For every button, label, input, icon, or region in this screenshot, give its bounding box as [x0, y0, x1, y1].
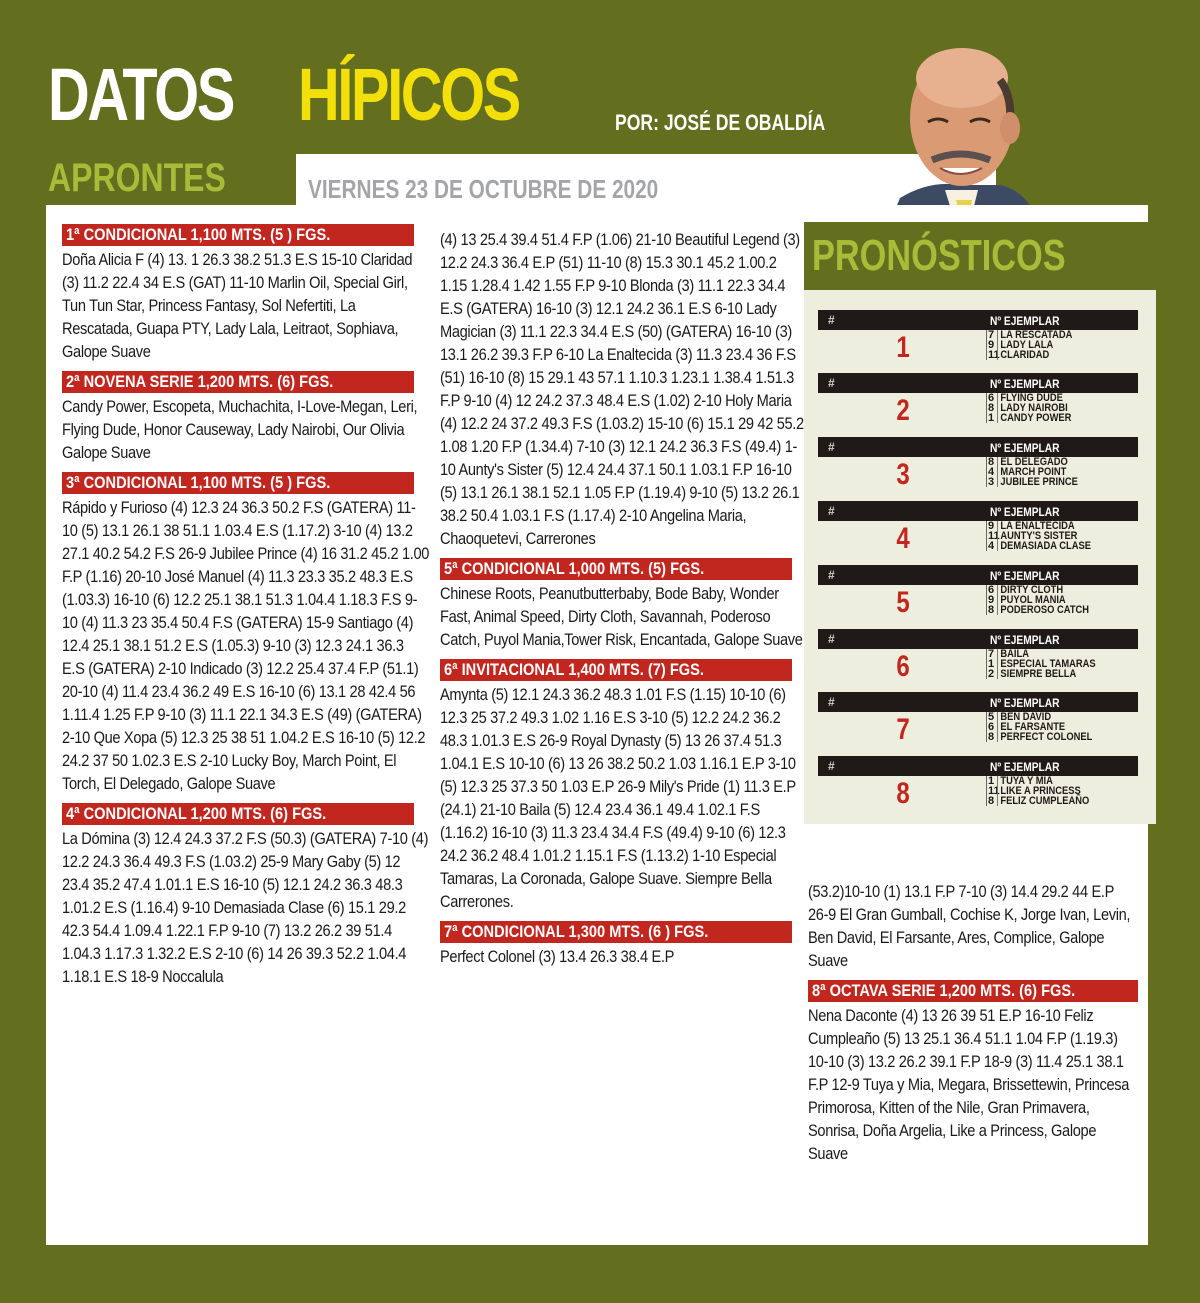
- pick-row: 3 JUBILEE PRINCE: [988, 476, 1078, 488]
- pick-row: 1 ESPECIAL TAMARAS: [988, 658, 1096, 670]
- hash-label: #: [828, 313, 835, 327]
- race-header-3: 3ª CONDICIONAL 1,100 MTS. (5 ) FGS.: [62, 472, 414, 494]
- pronostico-race-5: # Nº EJEMPLAR 5 6 DIRTY CLOTH 9 PUYOL MANIA 8 PODEROSO CATCH: [818, 565, 1138, 623]
- race-body-4: La Dómina (3) 12.4 24.3 37.2 F.S (50.3) (GATERA) 7-10 (4) 12.2 24.3 36.4 49.3 F.S (1.03.2) 25-9 Mary Gaby (5) 12 23.4 35.2 47.4 1.01.1 E.S 16-10 (5) 12.1 24.2 36.3 48.3 1.01.2 E.S (1.16.4) 9-10 Demasiada Clase (6) 15.1 29.2 42.3 54.4 1.09.4 1.22.1 F.P 9-10 (7) 13.2 26.2 39 51.4 1.04.3 1.17.3 1.32.2 E.S 2-10 (6) 14 26 39.3 52.2 1.04.4 1.18.1 E.S 18-9 Noccalula: [62, 829, 429, 986]
- race-header-4: 4ª CONDICIONAL 1,200 MTS. (6) FGS.: [62, 803, 414, 825]
- section-label-aprontes: APRONTES: [48, 156, 226, 200]
- race-header-6: 6ª INVITACIONAL 1,400 MTS. (7) FGS.: [440, 659, 792, 681]
- pick-row: 5 BEN DAVID: [988, 711, 1052, 723]
- pronostico-race-3: # Nº EJEMPLAR 3 8 EL DELEGADO 4 MARCH POINT 3 JUBILEE PRINCE: [818, 437, 1138, 495]
- pick-row: 7 BAILA: [988, 648, 1029, 660]
- column-3: [808, 880, 1138, 1173]
- masthead: [48, 53, 608, 136]
- author-portrait-icon: [890, 40, 1040, 222]
- race-body-6: Amynta (5) 12.1 24.3 36.2 48.3 1.01 F.S (1.15) 10-10 (6) 12.3 25 37.2 49.3 1.02 1.16 E.S 3-10 (5) 12.2 24.2 36.2 48.3 1.01.3 E.S 26-9 Royal Dynasty (5) 13 26 37.4 51.3 1.04.1 E.S 10-10 (6) 13 26 38.2 50.2 1.03 1.16.1 E.P 3-10 (5) 12.3 25 37.3 50 1.03 E.P 26-9 Mily's Pride (1) 11.3 E.P (24.1) 21-10 Baila (5) 12.4 23.4 36.1 49.4 1.02.1 F.S (1.16.2) 16-10 (3) 11.3 23.4 34.4 F.S (49.4) 9-10 (6) 12.3 24.2 36.2 48.4 1.01.2 1.15.1 F.S (1.13.2) 1-10 Especial Tamaras, La Coronada, Galope Suave. Siempre Bella Carrerones.: [440, 685, 796, 911]
- byline: POR: JOSÉ DE OBALDÍA: [615, 110, 826, 135]
- pick-row: 6 EL FARSANTE: [988, 721, 1066, 733]
- date-label: VIERNES 23 DE OCTUBRE DE 2020: [308, 174, 659, 204]
- race-body-7-continued: (53.2)10-10 (1) 13.1 F.P 7-10 (3) 14.4 29.2 44 E.P 26-9 El Gran Gumball, Cochise K, Jorge Ivan, Levin, Ben David, El Farsante, Ares, Complice, Galope Suave: [808, 882, 1131, 970]
- title-datos: DATOS: [48, 53, 233, 136]
- race-number: 6: [896, 650, 910, 683]
- pick-row: 4 DEMASIADA CLASE: [988, 540, 1091, 552]
- pick-row: 9 LADY LALA: [988, 339, 1054, 351]
- pick-row: 11 CLARIDAD: [988, 349, 1050, 361]
- race-number: 1: [896, 331, 910, 364]
- pick-row: 1 TUYA Y MIA: [988, 775, 1053, 787]
- pick-row: 6 DIRTY CLOTH: [988, 584, 1064, 596]
- pick-row: 8 EL DELEGADO: [988, 456, 1068, 468]
- pick-row: 2 SIEMPRE BELLA: [988, 668, 1077, 680]
- pronostico-race-7: # Nº EJEMPLAR 7 5 BEN DAVID 6 EL FARSANTE 8 PERFECT COLONEL: [818, 692, 1138, 750]
- race-header-7: 7ª CONDICIONAL 1,300 MTS. (6 ) FGS.: [440, 921, 792, 943]
- pronostico-race-4: # Nº EJEMPLAR 4 9 LA ENALTECIDA 11 AUNTY'S SISTER 4 DEMASIADA CLASE: [818, 501, 1138, 559]
- race-body-8: Nena Daconte (4) 13 26 39 51 E.P 16-10 Feliz Cumpleaño (5) 13 25.1 36.4 51.1 1.04 F.P (1.19.3) 10-10 (3) 13.2 26.2 39.1 F.P 18-9 (3) 11.4 25.1 38.1 F.P 12-9 Tuya y Mia, Megara, Brissettewin, Princesa Primorosa, Kitten of the Nile, Gran Primavera, Sonrisa, Doña Argelia, Like a Princess, Galope Suave: [808, 1006, 1130, 1163]
- author-photo: [890, 40, 1040, 222]
- race-header-8: 8ª OCTAVA SERIE 1,200 MTS. (6) FGS.: [808, 980, 1138, 1002]
- pick-row: 4 MARCH POINT: [988, 466, 1067, 478]
- column-1: [62, 224, 430, 996]
- race-header-5: 5ª CONDICIONAL 1,000 MTS. (5) FGS.: [440, 558, 792, 580]
- pick-row: 7 LA RESCATADA: [988, 329, 1073, 341]
- ejemplar-label: Nº EJEMPLAR: [990, 314, 1060, 328]
- race-body-1: Doña Alicia F (4) 13. 1 26.3 38.2 51.3 E.S 15-10 Claridad (3) 11.2 22.4 34 E.S (GAT) 11-10 Marlin Oil, Special Girl, Tun Tun Star, Princess Fantasy, Sol Nefertiti, La Rescatada, Guapa PTY, Lady Lala, Leitraot, Sophiava, Galope Suave: [62, 250, 413, 361]
- title-hipicos: HÍPICOS: [298, 53, 519, 136]
- race-number: 7: [896, 713, 910, 746]
- race-number: 2: [896, 394, 910, 427]
- pick-row: 11 AUNTY'S SISTER: [988, 530, 1078, 542]
- race-header-1: 1ª CONDICIONAL 1,100 MTS. (5 ) FGS.: [62, 224, 414, 246]
- pick-row: 6 FLYING DUDE: [988, 392, 1063, 404]
- race-number: 4: [896, 522, 910, 555]
- pronostico-race-2: # Nº EJEMPLAR 2 6 FLYING DUDE 8 LADY NAIROBI 1 CANDY POWER: [818, 373, 1138, 431]
- pronosticos-title: PRONÓSTICOS: [812, 231, 1066, 280]
- pronostico-race-8: # Nº EJEMPLAR 8 1 TUYA Y MIA 11 LIKE A PRINCESS 8 FELIZ CUMPLEAÑO: [818, 756, 1138, 814]
- race-body-3: Rápido y Furioso (4) 12.3 24 36.3 50.2 F.S (GATERA) 11-10 (5) 13.1 26.1 38 51.1 1.03.4 E.S (1.17.2) 3-10 (4) 13.2 27.1 40.2 54.2 F.S 26-9 Jubilee Prince (4) 16 31.2 45.2 1.00 F.P (1.16) 20-10 José Manuel (4) 11.3 23.3 35.2 48.3 E.S (1.03.3) 16-10 (6) 12.2 25.1 38.1 51.3 1.04.4 1.18.3 F.S 9-10 (4) 11.3 23 35.4 50.4 F.S (GATERA) 15-9 Santiago (4) 12.4 25.1 38.1 51.2 E.S (1.05.3) 9-10 (3) 12.3 24.1 36.3 E.S (GATERA) 2-10 Indicado (3) 12.2 25.4 37.4 F.P (51.1) 20-10 (4) 11.4 23.4 36.2 49 E.S 16-10 (6) 13.1 28 42.4 56 1.11.4 1.25 F.P 9-10 (3) 11.1 22.1 34.3 E.S (49) (GATERA) 2-10 Que Xopa (5) 12.3 25 38 51 1.04.2 E.S 16-10 (5) 12.2 24.2 37 50 1.02.3 E.S 2-10 Lucky Boy, March Point, El Torch, El Delegado, Galope Suave: [62, 498, 430, 793]
- pick-row: 9 PUYOL MANIA: [988, 594, 1066, 606]
- pronostico-race-6: # Nº EJEMPLAR 6 7 BAILA 1 ESPECIAL TAMARAS 2 SIEMPRE BELLA: [818, 629, 1138, 687]
- pronostico-race-1: [818, 310, 1138, 368]
- pick-row: 8 FELIZ CUMPLEAÑO: [988, 795, 1090, 807]
- pick-row: 8 PERFECT COLONEL: [988, 731, 1093, 743]
- race-body-7: Perfect Colonel (3) 13.4 26.3 38.4 E.P: [440, 947, 675, 966]
- race-body-4-continued: (4) 13 25.4 39.4 51.4 F.P (1.06) 21-10 Beautiful Legend (3) 12.2 24.3 36.4 E.P (51) 11-10 (8) 15.3 30.1 45.2 1.00.2 1.15 1.28.4 1.42 1.55 F.P 9-10 Blonda (3) 11.1 22.3 34.4 E.S (GATERA) 16-10 (3) 12.1 24.2 36.1 E.S 6-10 Lady Magician (3) 11.1 22.3 34.4 E.S (50) (GATERA) 16-10 (3) 13.1 26.2 39.3 F.P 6-10 La Enaltecida (3) 11.3 23.4 36 F.S (51) 16-10 (8) 15 29.1 43 57.1 1.10.3 1.23.1 1.38.4 1.51.3 F.P 9-10 (4) 12 24.2 37.3 48.4 E.S (1.02) 2-10 Holy Maria (4) 12.2 24 37.2 49.3 F.S (1.03.2) 15-10 (6) 15.1 29 42 55.2 1.08 1.20 F.P (1.34.4) 7-10 (3) 12.1 24.2 36.3 F.S (49.4) 1-10 Aunty's Sister (5) 12.4 24.4 37.1 50.1 1.03.1 F.P 16-10 (5) 13.1 26.1 38.1 52.1 1.05 F.P (1.19.4) 9-10 (5) 13.2 26.1 38.2 50.4 1.03.1 F.S (1.17.4) 2-10 Angelina Maria, Chaoquetevi, Carrerones: [440, 230, 804, 548]
- race-number: 3: [896, 458, 910, 491]
- pick-row: 8 PODEROSO CATCH: [988, 604, 1090, 616]
- pick-row: 9 LA ENALTECIDA: [988, 520, 1075, 532]
- race-body-5: Chinese Roots, Peanutbutterbaby, Bode Baby, Wonder Fast, Animal Speed, Dirty Cloth, Savannah, Poderoso Catch, Puyol Mania,Tower Risk, Encantada, Galope Suave: [440, 584, 803, 649]
- race-body-2: Candy Power, Escopeta, Muchachita, I-Love-Megan, Leri, Flying Dude, Honor Causeway, Lady Nairobi, Our Olivia Galope Suave: [62, 397, 418, 462]
- pick-row: 8 LADY NAIROBI: [988, 402, 1068, 414]
- column-2: [440, 228, 808, 976]
- race-number: 5: [896, 586, 910, 619]
- race-header-2: 2ª NOVENA SERIE 1,200 MTS. (6) FGS.: [62, 371, 414, 393]
- pick-row: 11 LIKE A PRINCESS: [988, 785, 1081, 797]
- race-number: 8: [896, 777, 910, 810]
- pick-row: 1 CANDY POWER: [988, 412, 1072, 424]
